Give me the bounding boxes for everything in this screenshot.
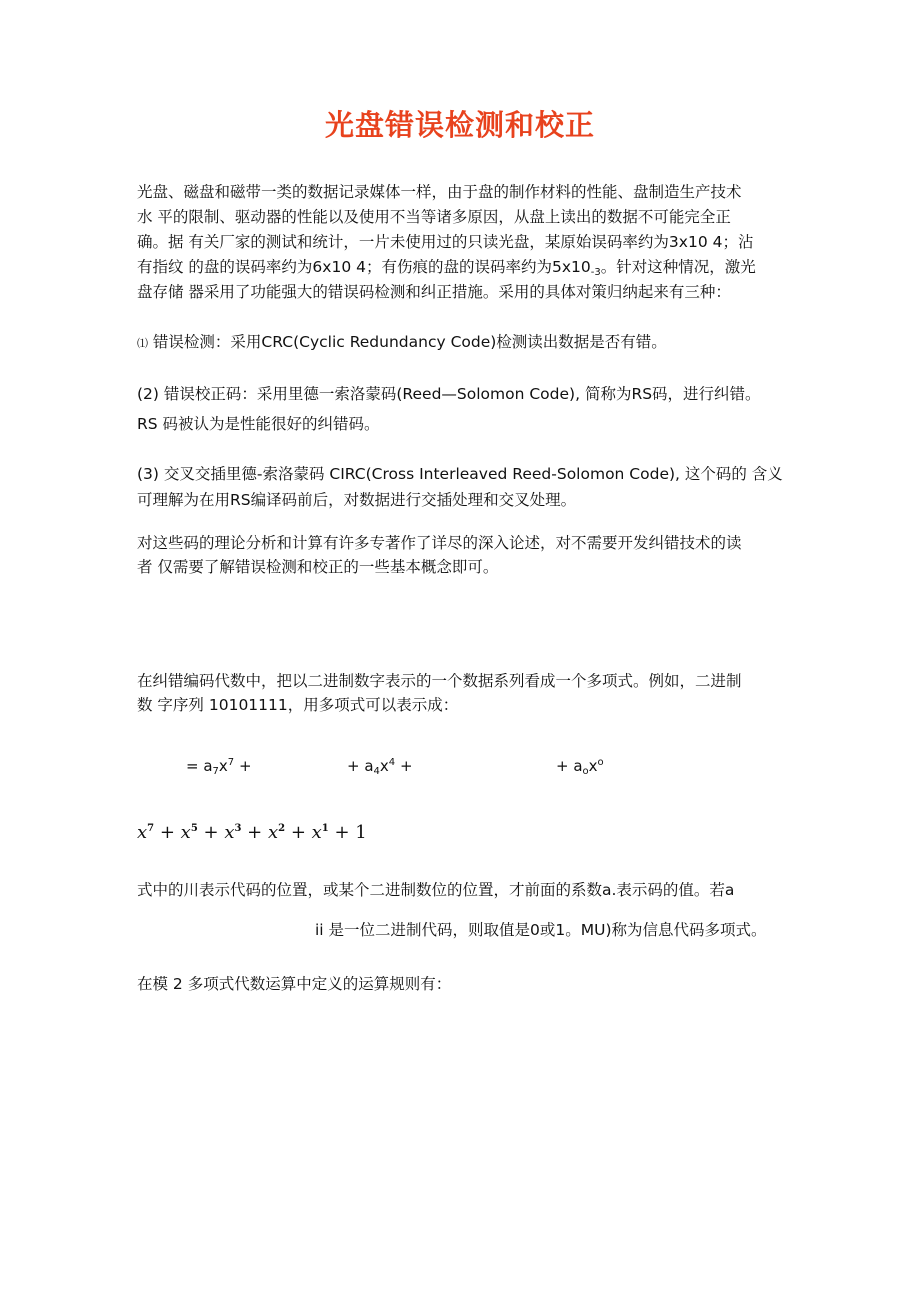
para2-line-1: 对这些码的理论分析和计算有许多专著作了详尽的深入论述，对不需要开发纠错技术的读 (137, 534, 742, 552)
intro-line-1: 光盘、磁盘和磁带一类的数据记录媒体一样，由于盘的制作材料的性能、盘制造生产技术 (137, 183, 742, 201)
eq-sup: 7 (227, 757, 235, 768)
poly-exp: 5 (190, 823, 198, 834)
poly-exp: 2 (278, 823, 286, 834)
eq-text: = a (186, 757, 213, 775)
intro-line-4-tail: 。针对这种情况，激光 (600, 258, 756, 276)
para4-line-1: 式中的川表示代码的位置，或某个二进制数位的位置，才前面的系数a.表示码的值。若a (137, 881, 735, 899)
list-item-2-line-1: (2) 错误校正码：采用里德一索洛蒙码(Reed—Solomon Code), 简称为RS码，进行纠错。 (137, 385, 761, 403)
equation-term-1 (186, 757, 252, 777)
para3-line-2: 数 字序列 10101111，用多项式可以表示成： (137, 696, 459, 714)
list-item-1 (137, 332, 667, 354)
para5-line: 在模 2 多项式代数运算中定义的运算规则有： (137, 975, 452, 993)
intro-line-4 (137, 257, 756, 283)
para4-line-2: ii 是一位二进制代码，则取值是0或1。MU)称为信息代码多项式。 (315, 921, 767, 939)
eq-var: x (218, 757, 228, 775)
list-item-2-line-2: RS 码被认为是性能很好的纠错码。 (137, 415, 380, 433)
para3-line-1: 在纠错编码代数中，把以二进制数字表示的一个数据系列看成一个多项式。例如，二进制 (137, 672, 742, 690)
eq-var: x (379, 757, 389, 775)
poly-constant: 1 (355, 822, 367, 843)
list-marker: ⑴ (137, 337, 148, 350)
exponent-text: -3 (590, 267, 601, 278)
poly-var: x (311, 822, 322, 843)
eq-suffix: + (395, 757, 413, 775)
eq-suffix: + (234, 757, 252, 775)
poly-var: x (137, 822, 148, 843)
polynomial-expression: $x^7 + x^5 + x^3 + x^2 + x^1 + 1$ (137, 822, 367, 843)
intro-line-4-text: 有指纹 的盘的误码率约为6x10 4；有伤痕的盘的误码率约为5x10 (137, 258, 591, 276)
poly-exp: 7 (147, 823, 155, 834)
list-item-3-line-1: (3) 交叉交插里德-索洛蒙码 CIRC(Cross Interleaved Reed-Solomon Code), 这个码的 含义 (137, 465, 783, 483)
eq-sub: 4 (373, 766, 380, 777)
document-title: 光盘错误检测和校正 (324, 108, 595, 142)
poly-var: x (180, 822, 191, 843)
poly-var: x (267, 822, 279, 843)
list-item-text: 错误检测：采用CRC(Cyclic Redundancy Code)检测读出数据是否有错。 (148, 333, 667, 351)
eq-text: + a (556, 757, 583, 775)
eq-var: x (588, 757, 598, 775)
eq-sup: o (597, 757, 604, 768)
equation-term-3 (556, 757, 604, 777)
intro-line-2: 水 平的限制、驱动器的性能以及使用不当等诸多原因，从盘上读出的数据不可能完全正 (137, 208, 731, 226)
equation-term-2 (347, 757, 413, 777)
eq-sub: o (582, 766, 589, 777)
list-item-3-line-2: 可理解为在用RS编译码前后，对数据进行交插处理和交叉处理。 (137, 491, 577, 509)
poly-exp: 3 (234, 823, 242, 834)
poly-var: x (224, 822, 235, 843)
intro-line-5: 盘存储 器采用了功能强大的错误码检测和纠正措施。采用的具体对策归纳起来有三种： (137, 283, 731, 301)
intro-line-3: 确。据 有关厂家的测试和统计，一片未使用过的只读光盘，某原始误码率约为3x10 4；沾 (137, 233, 754, 251)
eq-text: + a (347, 757, 374, 775)
poly-exp: 1 (321, 823, 329, 834)
eq-sub: 7 (212, 766, 219, 777)
eq-sup: 4 (388, 757, 396, 768)
para2-line-2: 者 仅需要了解错误检测和校正的一些基本概念即可。 (137, 558, 499, 576)
